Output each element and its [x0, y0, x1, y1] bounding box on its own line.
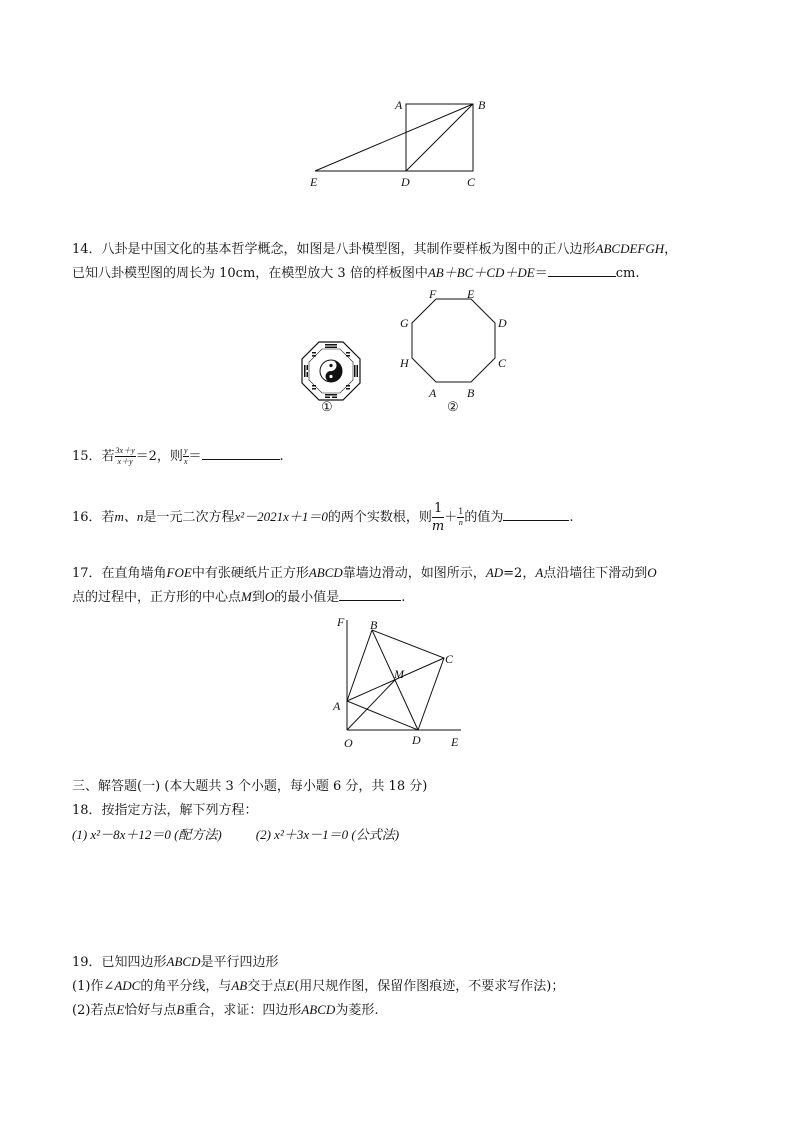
q16-vars: m、n	[114, 509, 144, 524]
segment-db	[406, 104, 473, 171]
q19-p1-text-b: 的角平分线，与	[140, 979, 232, 994]
q19-p2-text-c: 重合，求证：四边形	[184, 1003, 302, 1018]
q17-text-h: 的最小值是	[274, 590, 340, 605]
wall-corner-square-figure	[325, 612, 470, 752]
q19-p2-point-b: B	[176, 1002, 185, 1017]
label-a: A	[395, 98, 403, 112]
bagua-model-icon	[300, 340, 362, 402]
q19-segment-ab: AB	[231, 978, 248, 993]
q19-quad-name: ABCD	[166, 954, 201, 969]
label-o: O	[344, 736, 353, 750]
q15-equals: ＝	[188, 449, 202, 464]
q19-title	[72, 952, 279, 973]
label-b: B	[467, 386, 475, 400]
label-h: H	[400, 356, 409, 370]
q16-prefix: 16．若	[72, 510, 115, 525]
q15-condition: ＝2，则	[135, 449, 183, 464]
label-g: G	[400, 316, 409, 330]
q16-fraction1	[432, 500, 444, 535]
section-heading: 三、解答题(一) (本大题共 3 个小题，每小题 6 分，共 18 分)	[72, 779, 428, 794]
q19-angle-adc: ADC	[114, 978, 141, 993]
q19-p2-text-b: 恰好与点	[124, 1003, 177, 1018]
q19-point-e: E	[286, 978, 295, 993]
figure-label-1: ①	[321, 400, 333, 415]
label-e: E	[451, 735, 459, 749]
label-e: E	[310, 175, 318, 189]
q16-frac1-num: 1	[432, 500, 444, 518]
q17-line2	[72, 587, 405, 608]
q19-p2-text-a: (2)若点	[72, 1003, 117, 1018]
q17-text-a: 17．在直角墙角	[72, 566, 167, 581]
q16-mid: 是一元二次方程	[143, 510, 235, 525]
q14-answer-blank[interactable]	[548, 263, 616, 277]
q15-denominator: x＋y	[117, 457, 133, 466]
q18-part1: (1) x²－8x＋12＝0 (配方法)	[72, 827, 222, 842]
q17-text-d: =2，	[503, 566, 536, 581]
label-c: C	[445, 652, 454, 666]
q17-point-m: M	[241, 589, 252, 604]
q16-end: .	[569, 510, 574, 525]
q19-p2-quad-name: ABCD	[301, 1002, 336, 1017]
label-f: F	[429, 287, 437, 301]
q17-text-g: 到	[251, 590, 265, 605]
label-d: D	[412, 733, 421, 747]
q19-p2-text-d: 为菱形.	[335, 1003, 379, 1018]
q14-text: 14．八卦是中国文化的基本哲学概念，如图是八卦模型图，其制作要样板为图中的正八边形	[72, 242, 596, 257]
q19-p1-text-c: 交于点	[247, 979, 287, 994]
q19-p1-text-a: (1)作∠	[72, 979, 115, 994]
label-d: D	[401, 175, 410, 189]
square-triangle-figure	[300, 92, 500, 192]
q18-part2: (2) x²＋3x－1＝0 (公式法)	[255, 827, 400, 842]
label-a: A	[333, 699, 341, 713]
q19-text-b: 是平行四边形	[200, 955, 279, 970]
q14-expression: AB＋BC＋CD＋DE	[427, 265, 535, 280]
q17-end: .	[401, 590, 406, 605]
q15-fraction	[115, 446, 136, 467]
label-e: E	[467, 287, 475, 301]
q17-text-f: 点的过程中，正方形的中心点	[72, 590, 242, 605]
q16-mid2: 的两个实数根，则	[327, 510, 432, 525]
q14-unit: cm.	[615, 266, 640, 281]
q17-text-c: 靠墙边滑动，如图所示，	[342, 566, 486, 581]
q15-denominator2: x	[183, 457, 188, 466]
q14-punct: ，	[664, 242, 678, 257]
octagon-shape	[412, 299, 495, 382]
segment-om	[347, 680, 395, 730]
q17-point-o: O	[647, 565, 657, 580]
q15-answer-blank[interactable]	[202, 446, 280, 460]
q17-point-a: A	[535, 565, 544, 580]
q19-p1-text-d: (用尺规作图，保留作图痕迹，不要求写作法)；	[294, 979, 565, 994]
label-f: F	[337, 615, 345, 629]
q14-text2: 已知八卦模型图的周长为 10cm，在模型放大 3 倍的样板图中	[72, 266, 428, 281]
q17-point-o2: O	[264, 589, 275, 604]
q14-line2	[72, 263, 639, 284]
q16-frac1-den: m	[431, 519, 445, 534]
q19-p2-point-e: E	[116, 1002, 125, 1017]
q15-end: .	[279, 449, 284, 464]
q16-equation: x²－2021x＋1＝0	[234, 509, 328, 524]
q15-numerator2: y	[183, 446, 188, 455]
q16-plus: ＋	[444, 510, 458, 525]
label-b: B	[478, 98, 486, 112]
label-d: D	[498, 316, 507, 330]
q17-segment-ad: AD	[485, 565, 504, 580]
q15-numerator: 3x＋y	[115, 446, 135, 455]
label-b: B	[370, 618, 378, 632]
label-m: M	[394, 667, 404, 681]
q14-line1	[72, 239, 677, 260]
q14-octagon-name: ABCDEFGH	[595, 241, 665, 256]
q14-equals: ＝	[534, 266, 548, 281]
q19-part1	[72, 976, 564, 997]
q15-line	[72, 446, 284, 467]
q17-answer-blank[interactable]	[339, 587, 401, 601]
q17-text-e: 点沿墙往下滑动到	[543, 566, 648, 581]
figure-label-2: ②	[447, 400, 459, 415]
label-a: A	[429, 386, 437, 400]
q18-title: 18．按指定方法，解下列方程：	[72, 803, 258, 818]
q17-line1	[72, 563, 657, 584]
q16-tail: 的值为	[464, 510, 504, 525]
q16-line	[72, 500, 574, 535]
q19-part2	[72, 1000, 378, 1021]
q16-answer-blank[interactable]	[503, 507, 569, 521]
q15-prefix: 15．若	[72, 449, 115, 464]
q17-square-name: ABCD	[308, 565, 343, 580]
q16-frac2-den: n	[458, 518, 463, 527]
label-c: C	[467, 175, 476, 189]
q19-text-a: 19．已知四边形	[72, 955, 167, 970]
q17-text-b: 中有张硬纸片正方形	[191, 566, 309, 581]
q16-frac2-num: 1	[458, 507, 464, 516]
q18-parts	[72, 825, 399, 846]
regular-octagon-figure	[395, 285, 520, 405]
q17-angle-name: FOE	[166, 565, 192, 580]
segment-eb	[315, 104, 473, 171]
label-c: C	[498, 356, 507, 370]
